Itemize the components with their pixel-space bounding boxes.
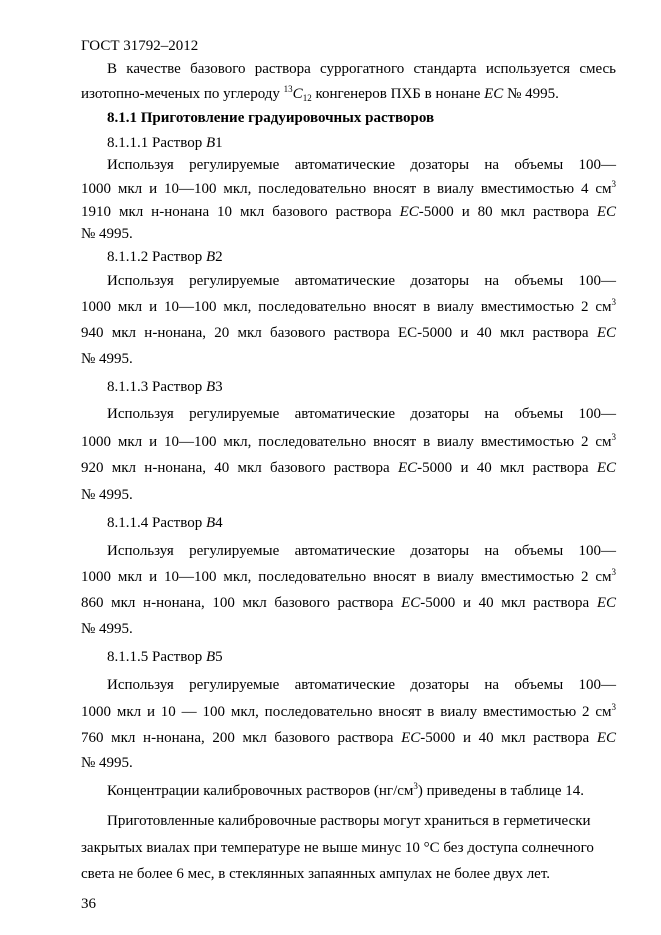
storage-line-1: Приготовленные калибровочные растворы могут храниться в герметически: [107, 813, 591, 829]
solution-b1-line-3: 1910 мкл н-нонана 10 мкл базового раствора ЕС-5000 и 80 мкл раствора ЕС: [81, 204, 616, 220]
solution-b5-heading: 8.1.1.5 Раствор В5: [107, 649, 223, 665]
solution-b3-line-4: № 4995.: [81, 487, 133, 503]
solution-b4-line-2: 1000 мкл и 10—100 мкл, последовательно вносят в виалу вместимостью 2 $см^3$: [81, 567, 616, 585]
intro-line-2: изотопно-меченых по углероду $^{13}C_{12}$ конгенеров ПХБ в нонане ЕС № 4995.: [81, 84, 559, 103]
section-title: 8.1.1 Приготовление градуировочных растворов: [107, 110, 435, 126]
solution-b3-heading: 8.1.1.3 Раствор В3: [107, 379, 223, 395]
solution-b2-line-2: 1000 мкл и 10—100 мкл, последовательно вносят в виалу вместимостью 2 $см^3$: [81, 297, 616, 315]
solution-b1-line-4: № 4995.: [81, 226, 133, 242]
solution-b3-line-2: 1000 мкл и 10—100 мкл, последовательно вносят в виалу вместимостью 2 $см^3$: [81, 432, 616, 450]
solution-b5-line-4: № 4995.: [81, 755, 133, 771]
solution-b2-line-4: № 4995.: [81, 351, 133, 367]
solution-b4-heading: 8.1.1.4 Раствор В4: [107, 515, 223, 531]
solution-b5-line-1: Используя регулируемые автоматические дозаторы на объемы 100—: [107, 677, 616, 693]
solution-b4-line-3: 860 мкл н-нонана, 100 мкл базового раствора ЕС-5000 и 40 мкл раствора ЕС: [81, 595, 616, 611]
document-header: ГОСТ 31792–2012: [81, 38, 199, 54]
intro-line-1: В качестве базового раствора суррогатного стандарта используется смесь: [107, 61, 616, 77]
page-number: 36: [81, 896, 96, 912]
concentrations-line: Концентрации калибровочных растворов $(нг/см^3)$ приведены в таблице 14.: [107, 781, 584, 799]
solution-b3-line-3: 920 мкл н-нонана, 40 мкл базового раствора ЕС-5000 и 40 мкл раствора ЕС: [81, 460, 616, 476]
storage-line-2: закрытых виалах при температуре не выше минус 10 °С без доступа солнечного: [81, 840, 594, 856]
solution-b2-heading: 8.1.1.2 Раствор В2: [107, 249, 223, 265]
solution-b3-line-1: Используя регулируемые автоматические дозаторы на объемы 100—: [107, 406, 616, 422]
solution-b1-heading: 8.1.1.1 Раствор В1: [107, 135, 223, 151]
storage-line-3: света не более 6 мес, в стеклянных запаянных ампулах не более двух лет.: [81, 866, 551, 882]
solution-b1-line-1: Используя регулируемые автоматические дозаторы на объемы 100—: [107, 157, 616, 173]
solution-b5-line-2: 1000 мкл и 10 — 100 мкл, последовательно вносят в виалу вместимостью 2 $см^3$: [81, 702, 616, 720]
solution-b1-line-2: 1000 мкл и 10—100 мкл, последовательно вносят в виалу вместимостью 4 $см^3$: [81, 179, 616, 197]
solution-b2-line-3: 940 мкл н-нонана, 20 мкл базового раствора ЕС-5000 и 40 мкл раствора ЕС: [81, 325, 616, 341]
solution-b4-line-1: Используя регулируемые автоматические дозаторы на объемы 100—: [107, 543, 616, 559]
solution-b5-line-3: 760 мкл н-нонана, 200 мкл базового раствора ЕС-5000 и 40 мкл раствора ЕС: [81, 730, 616, 746]
solution-b4-line-4: № 4995.: [81, 621, 133, 637]
solution-b2-line-1: Используя регулируемые автоматические дозаторы на объемы 100—: [107, 273, 616, 289]
